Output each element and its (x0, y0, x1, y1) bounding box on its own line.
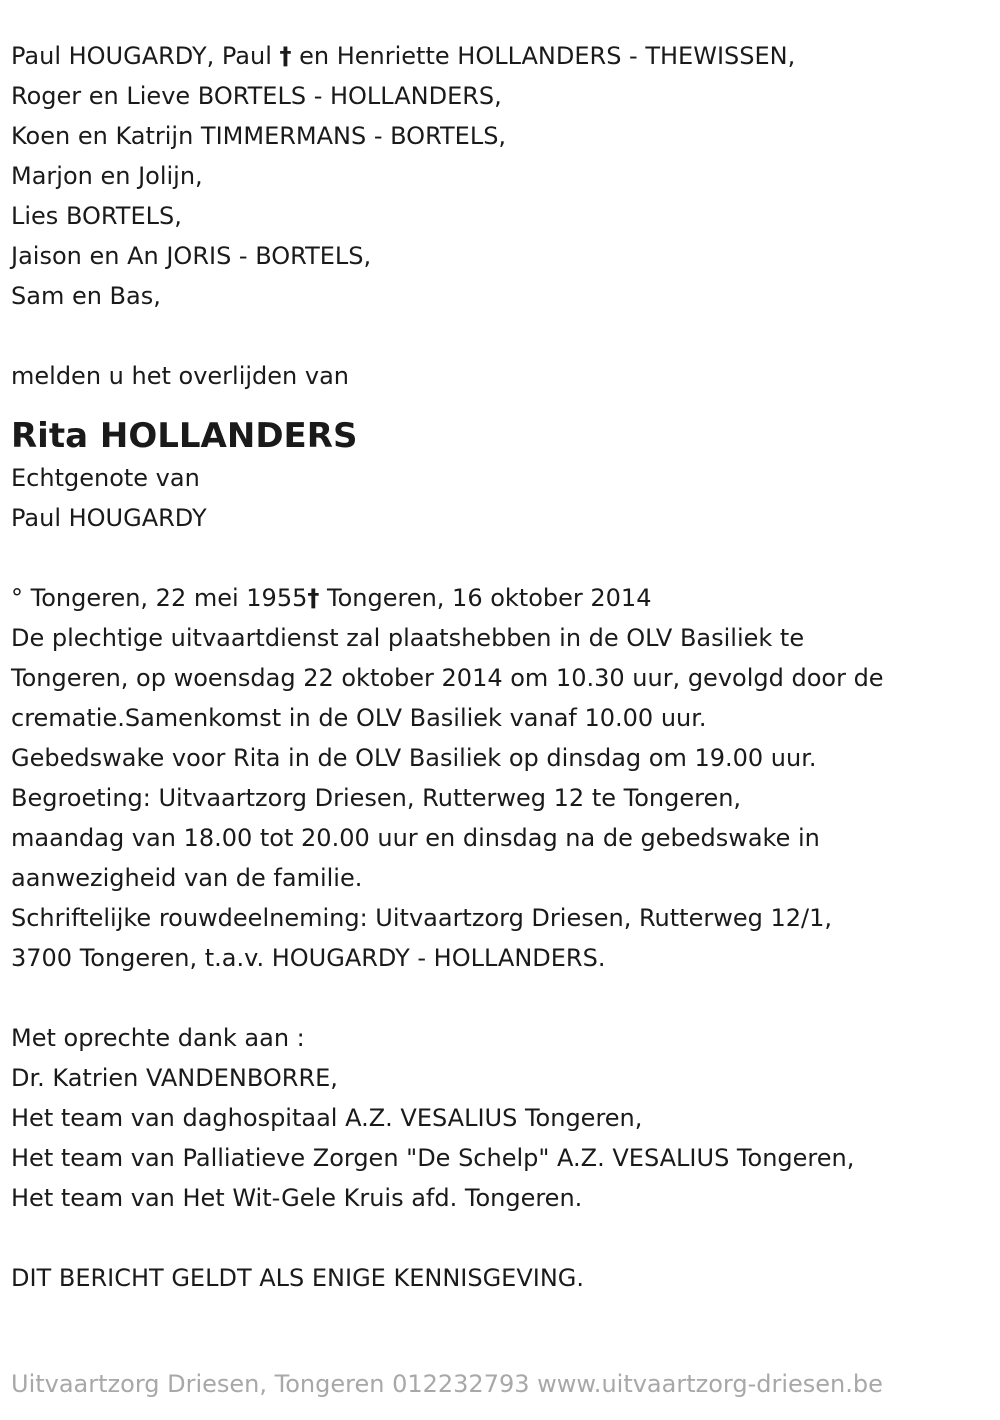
family-line: Roger en Lieve BORTELS - HOLLANDERS, (11, 82, 502, 110)
family-line: Paul HOUGARDY, Paul † en Henriette HOLLANDERS - THEWISSEN, (11, 42, 796, 70)
spouse-name: Paul HOUGARDY (11, 504, 207, 532)
announcement: melden u het overlijden van (11, 362, 349, 390)
relation: Echtgenote van (11, 464, 200, 492)
family-line: Jaison en An JORIS - BORTELS, (11, 242, 372, 270)
thanks-line: Met oprechte dank aan : (11, 1024, 305, 1052)
obituary-notice (11, 36, 986, 1298)
funeral-home-footer: Uitvaartzorg Driesen, Tongeren 012232793 www.uitvaartzorg-driesen.be (11, 1370, 883, 1398)
thanks-list (11, 1018, 986, 1218)
notice-statement: DIT BERICHT GELDT ALS ENIGE KENNISGEVING. (11, 1264, 585, 1292)
thanks-line: Dr. Katrien VANDENBORRE, (11, 1064, 338, 1092)
detail-line: Begroeting: Uitvaartzorg Driesen, Rutterweg 12 te Tongeren, (11, 784, 742, 812)
detail-line: De plechtige uitvaartdienst zal plaatshebben in de OLV Basiliek te (11, 624, 805, 652)
thanks-line: Het team van Palliatieve Zorgen "De Schelp" A.Z. VESALIUS Tongeren, (11, 1144, 855, 1172)
birth-death-dates: ° Tongeren, 22 mei 1955† Tongeren, 16 oktober 2014 (11, 584, 652, 612)
thanks-line: Het team van daghospitaal A.Z. VESALIUS Tongeren, (11, 1104, 643, 1132)
detail-line: aanwezigheid van de familie. (11, 864, 363, 892)
family-line: Sam en Bas, (11, 282, 161, 310)
detail-line: 3700 Tongeren, t.a.v. HOUGARDY - HOLLANDERS. (11, 944, 606, 972)
detail-line: Gebedswake voor Rita in de OLV Basiliek op dinsdag om 19.00 uur. (11, 744, 817, 772)
detail-line: Schriftelijke rouwdeelneming: Uitvaartzorg Driesen, Rutterweg 12/1, (11, 904, 832, 932)
detail-line: Tongeren, op woensdag 22 oktober 2014 om 10.30 uur, gevolgd door de (11, 664, 884, 692)
thanks-line: Het team van Het Wit-Gele Kruis afd. Tongeren. (11, 1184, 583, 1212)
deceased-name: Rita HOLLANDERS (11, 416, 358, 456)
detail-line: crematie.Samenkomst in de OLV Basiliek vanaf 10.00 uur. (11, 704, 707, 732)
family-line: Marjon en Jolijn, (11, 162, 203, 190)
family-line: Lies BORTELS, (11, 202, 182, 230)
cross-icon: † (307, 584, 320, 612)
family-line: Koen en Katrijn TIMMERMANS - BORTELS, (11, 122, 507, 150)
cross-icon: † (279, 42, 292, 70)
family-list (11, 36, 986, 316)
detail-line: maandag van 18.00 tot 20.00 uur en dinsdag na de gebedswake in (11, 824, 820, 852)
funeral-details (11, 618, 986, 978)
